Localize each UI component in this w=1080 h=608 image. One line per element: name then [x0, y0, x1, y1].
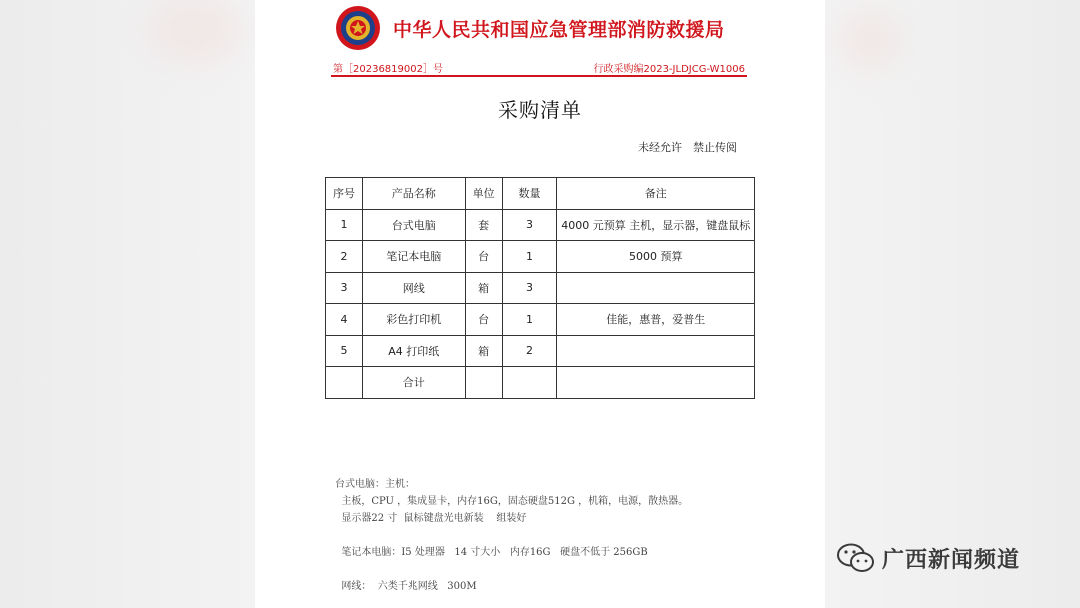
table-row-total: [326, 367, 755, 399]
cell-product: 网线: [362, 272, 465, 304]
cell-product: 彩色打印机: [362, 304, 465, 336]
blurred-background-left: [0, 0, 255, 608]
cell-remarks: [557, 367, 755, 399]
cell-unit: 箱: [465, 272, 502, 304]
table-row: [326, 241, 755, 273]
document-title: 采购清单: [498, 98, 582, 122]
organization-title: 中华人民共和国应急管理部消防救援局: [393, 18, 725, 41]
document-page: [255, 0, 825, 608]
channel-watermark: [836, 542, 1020, 574]
column-header-remarks: 备注: [557, 178, 755, 210]
cell-product: A4 打印纸: [362, 335, 465, 367]
cell-index: 1: [326, 209, 363, 241]
notes-line: 笔记本电脑：I5 处理器 14 寸大小 内存16G 硬盘不低于 256GB: [335, 547, 648, 558]
table-row: [326, 272, 755, 304]
cell-index: 3: [326, 272, 363, 304]
specification-notes: [335, 476, 688, 595]
cell-quantity: 3: [502, 272, 557, 304]
cell-quantity: 3: [502, 209, 557, 241]
wechat-icon: [836, 542, 876, 574]
cell-unit: 台: [465, 241, 502, 273]
cell-unit: 套: [465, 209, 502, 241]
cell-index: 5: [326, 335, 363, 367]
fire-rescue-emblem-icon: [335, 5, 381, 51]
document-number: 第［20236819002］号: [333, 64, 443, 75]
column-header-quantity: 数量: [502, 178, 557, 210]
cell-quantity: [502, 367, 557, 399]
notes-line: 显示器22 寸 鼠标键盘光电新装 组装好: [335, 513, 527, 524]
background-blur-shape: [150, 0, 240, 60]
procurement-code: 行政采购编2023-JLDJCG-W1006: [593, 64, 745, 75]
watermark-text: 广西新闻频道: [882, 547, 1021, 573]
background-blur-shape: [840, 10, 900, 70]
cell-remarks: 佳能，惠普，爱普生: [557, 304, 755, 336]
cell-quantity: 1: [502, 241, 557, 273]
cell-remarks: 4000 元预算 主机，显示器，键盘鼠标: [557, 209, 755, 241]
cell-unit: 箱: [465, 335, 502, 367]
cell-product: 笔记本电脑: [362, 241, 465, 273]
table-row: [326, 335, 755, 367]
cell-product: 台式电脑: [362, 209, 465, 241]
notes-line: 主板，CPU ，集成显卡，内存16G，固态硬盘512G ，机箱，电源，散热器。: [335, 496, 689, 507]
notes-line: 网线： 六类千兆网线 300M: [335, 581, 477, 592]
cell-quantity: 1: [502, 304, 557, 336]
cell-index: 4: [326, 304, 363, 336]
column-header-index: 序号: [326, 178, 363, 210]
cell-quantity: 2: [502, 335, 557, 367]
table-row: [326, 209, 755, 241]
cell-remarks: 5000 预算: [557, 241, 755, 273]
table-header-row: [326, 178, 755, 210]
column-header-unit: 单位: [465, 178, 502, 210]
confidentiality-notice: 未经允许 禁止传阅: [638, 141, 737, 154]
cell-unit: 台: [465, 304, 502, 336]
cell-total-label: 合计: [362, 367, 465, 399]
column-header-product: 产品名称: [362, 178, 465, 210]
cell-index: [326, 367, 363, 399]
cell-remarks: [557, 335, 755, 367]
document-header: [335, 6, 725, 50]
procurement-table: [325, 177, 755, 399]
cell-index: 2: [326, 241, 363, 273]
blurred-background-right: [825, 0, 1080, 608]
table-row: [326, 304, 755, 336]
notes-line: 台式电脑：主机：: [335, 479, 415, 490]
cell-unit: [465, 367, 502, 399]
header-divider: [331, 75, 747, 77]
cell-remarks: [557, 272, 755, 304]
